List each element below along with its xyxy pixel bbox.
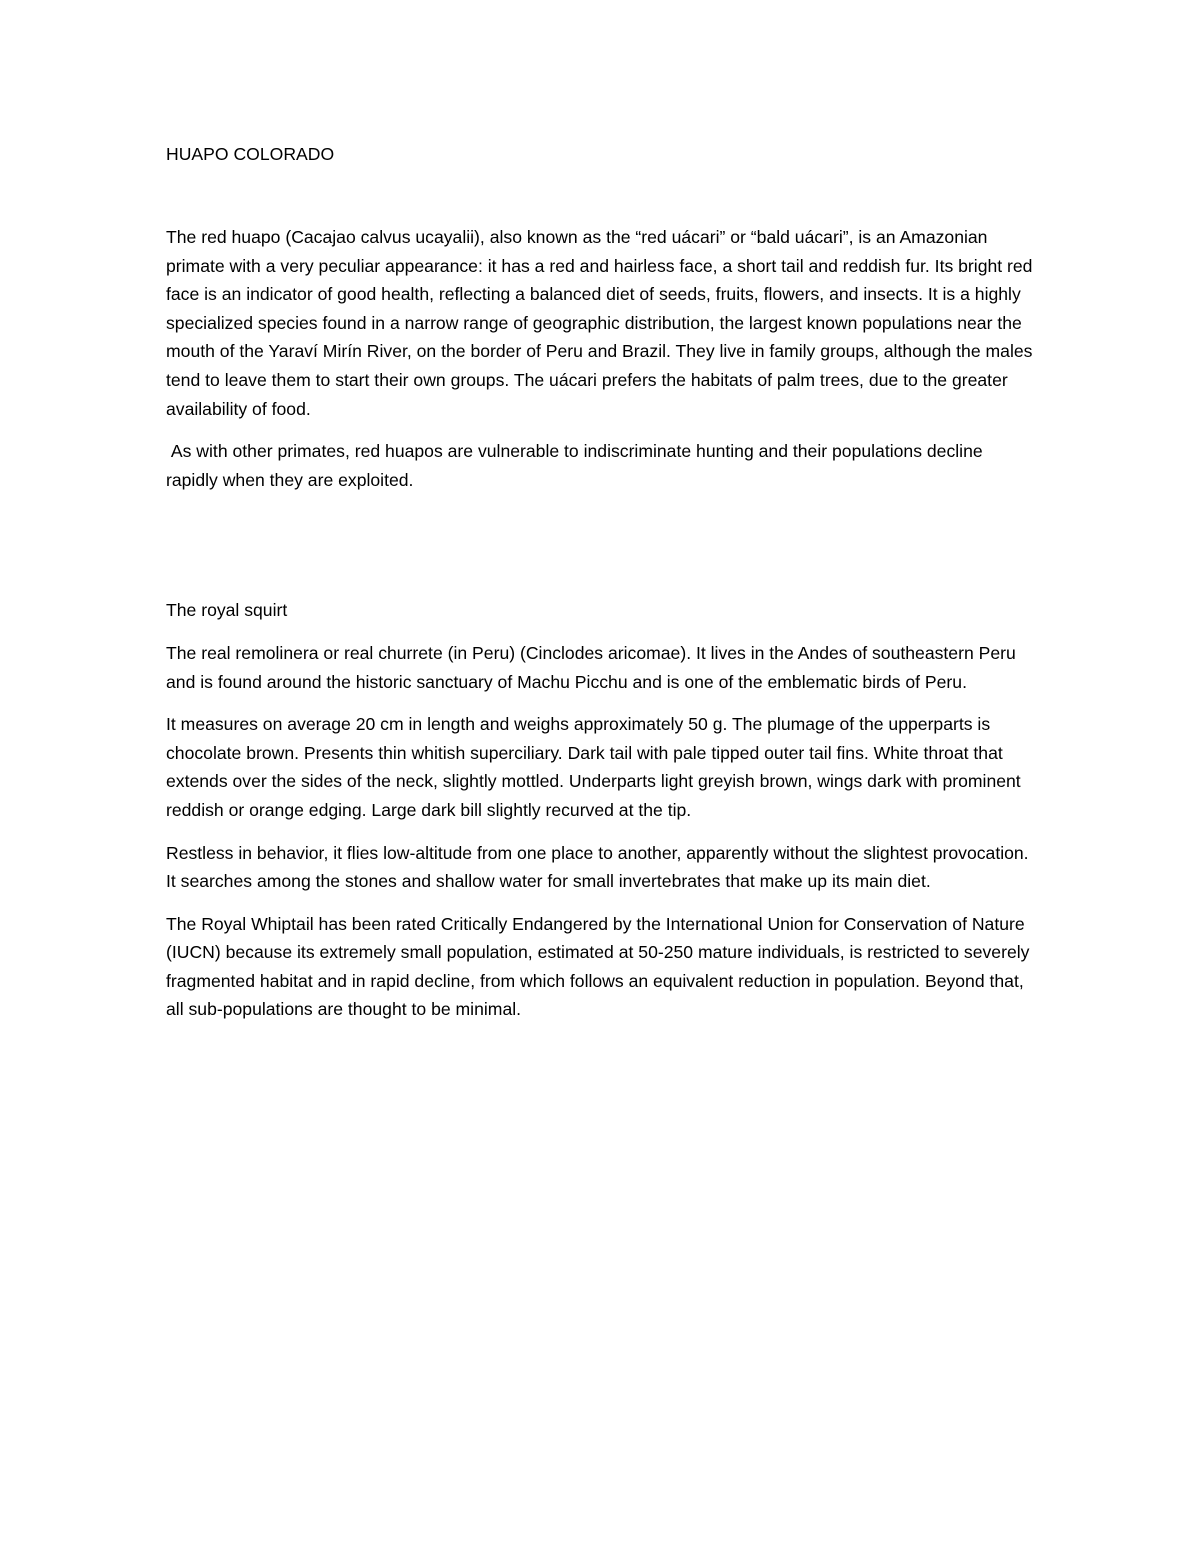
section-title: HUAPO COLORADO — [166, 144, 335, 164]
paragraph: The Royal Whiptail has been rated Critically Endangered by the International Union for Conservation of Nature (IUCN) because its extremely small population, estimated at 50-250 mature individuals, is restricted to severely fragmented habitat and in rapid decline, from which follows an equivalent reduction in population. Beyond that, all sub-populations are thought to be minimal. — [166, 913, 1030, 1020]
spacer — [166, 165, 1038, 223]
section-huapo-colorado — [166, 143, 1038, 494]
paragraph: The red huapo (Cacajao calvus ucayalii), also known as the “red uácari” or “bald uácari”, is an Amazonian primate with a very peculiar appearance: it has a red and hairless face, a short tail and reddish fur. Its bright red face is an indicator of good health, reflecting a balanced diet of seeds, fruits, flowers, and insects. It is a highly specialized species found in a narrow range of geographic distribution, the largest known populations near the mouth of the Yaraví Mirín River, on the border of Peru and Brazil. They live in family groups, although the males tend to leave them to start their own groups. The uácari prefers the habitats of palm trees, due to the greater availability of food. — [166, 227, 1033, 419]
section-royal-squirt — [166, 596, 1038, 1024]
document-body — [166, 143, 1038, 1038]
spacer — [166, 508, 1038, 596]
paragraph: It measures on average 20 cm in length and weighs approximately 50 g. The plumage of the upperparts is chocolate brown. Presents thin whitish superciliary. Dark tail with pale tipped outer tail fins. White throat that extends over the sides of the neck, slightly mottled. Underparts light greyish brown, wings dark with prominent reddish or orange edging. Large dark bill slightly recurved at the tip. — [166, 714, 1021, 820]
paragraph: The real remolinera or real churrete (in Peru) (Cinclodes aricomae). It lives in the Andes of southeastern Peru and is found around the historic sanctuary of Machu Picchu and is one of the emblematic birds of Peru. — [166, 642, 1016, 692]
paragraph: Restless in behavior, it flies low-altitude from one place to another, apparently without the slightest provocation. It searches among the stones and shallow water for small invertebrates that make up its main diet. — [166, 842, 1029, 892]
section-title: The royal squirt — [166, 600, 288, 621]
paragraph: As with other primates, red huapos are vulnerable to indiscriminate hunting and their populations decline rapidly when they are exploited. — [166, 441, 988, 490]
